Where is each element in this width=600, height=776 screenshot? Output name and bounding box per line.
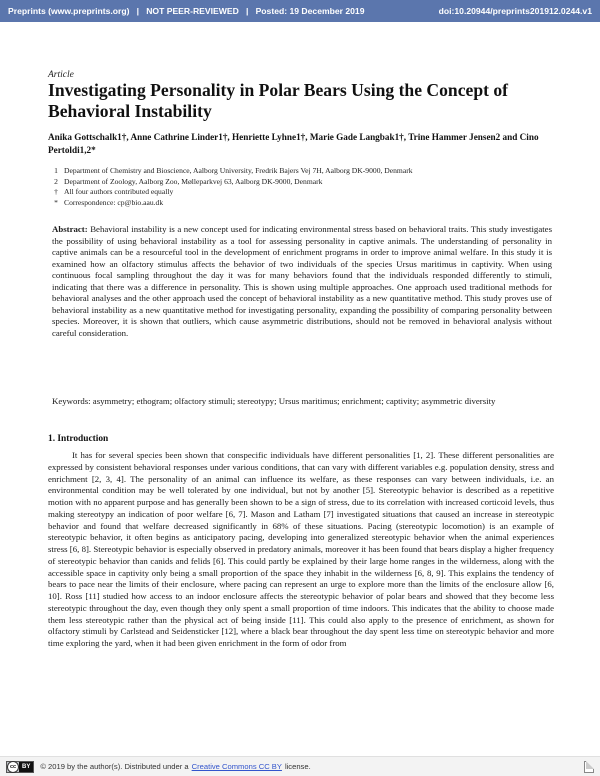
affiliation-line — [48, 187, 558, 198]
correspondence-text: Correspondence: cp@bio.aau.dk — [64, 197, 164, 207]
affiliation-mark: * — [54, 197, 58, 207]
affiliation-text: All four authors contributed equally — [64, 187, 174, 197]
introduction-paragraph: It has for several species been shown that conspecific individuals have different personalities [1, 2]. These different personalities are expressed by consistent behavioral responses under various conditions, that can vary with different variables e.g. population density, stress and enrichment [2, 3, 4]. The personality of an animal can influence its welfare, as these responses can vary between individuals, i.e. an environmental condition may be well tolerated by one individual, but not by another [5]. Stereotypic behavior is described as a repetitive motion with no apparent purpose and has generally been shown to be a sign of stress, due to its correlation with increased corticoid levels, thus making stereotypy an indication of poor welfare [6, 7]. Mason and Latham [7] investigated situations that caused an increase in stereotypic behavior and found that welfare decreased significantly in 68% of these situations. Pacing (stereotypic locomotion) is an example of stereotypic behavior, it often begins as anticipatory pacing, developing into generalized stereotypic behavior when the animal experiences stress [6, 8]. Stereotypic behavior is especially observed in predatory animals, moreover it has been found that bears display a higher frequency of stereotypic behavior than canids and felids [6]. This could partly be explained by their large home ranges in the wilderness, along with the accessible space in captivity only being a small proportion of the space they inhabit in the wilderness [6, 8, 9]. This explains the tendency of bears to pace near the limits of their enclosure, where pacing can represent an urge to explore more than the limits of the enclosure allow [6, 10]. Ross [11] studied how access to an indoor enclosure affects the stereotypic behavior of polar bears and showed that they become less stereotypic throughout the day, even though they only spent a small proportion of time indoors. This indicates that the ability to choose made them less stereotypic rather than the physical act of being inside [11]. This could also apply to the presence of enrichment, as shown for olfactory stimuli by Carlstead and Seidensticker [12], where a black bear throughout the day spent less time on stereotypic behavior and more time exploring the yard, when it had been given enrichment in the form of odor from — [48, 450, 554, 648]
cc-by-label: BY — [19, 762, 33, 772]
license-footer — [0, 756, 600, 776]
header-separator: | — [246, 6, 249, 16]
abstract-label: Abstract: — [52, 224, 88, 234]
affiliations — [48, 166, 558, 208]
affiliation-text: Department of Chemistry and Bioscience, Aalborg University, Fredrik Bajers Vej 7H, Aalborg DK-9000, Denmark — [64, 166, 413, 175]
affiliation-mark: 2 — [54, 176, 58, 186]
affiliation-line — [48, 166, 558, 177]
paper-title: Investigating Personality in Polar Bears Using the Concept of Behavioral Instability — [48, 80, 509, 121]
header-separator: | — [136, 6, 140, 16]
affiliation-line — [48, 198, 558, 209]
affiliation-line — [48, 177, 558, 188]
cc-by-badge-icon — [6, 761, 34, 773]
header-posted-date: Posted: 19 December 2019 — [255, 6, 365, 16]
header-info — [8, 6, 365, 16]
author-list: Anika Gottschalk1†, Anne Cathrine Linder1†, Henriette Lyhne1†, Marie Gade Langbak1†, Trine Hammer Jensen2 and Cino Pertoldi1,2* — [48, 132, 539, 155]
article-type: Article — [48, 70, 74, 80]
preprint-header-bar — [0, 0, 600, 22]
cc-badge-label: cc — [7, 761, 19, 773]
page-corner-icon — [584, 761, 594, 773]
affiliation-mark: † — [54, 187, 58, 197]
abstract-text: Behavioral instability is a new concept used for indicating environmental stress based on behavioral traits. This study investigates the possibility of using behavioral instability as a tool for assessing personality in captive animals. The understanding of personality in captive animals can be a resourceful tool in the development of enrichment programs in order to improve animal welfare. In this study it is examined how an olfactory stimulus affects the behavior of two individuals of the species Ursus maritimus in captivity. When using continuous focal sampling throughout the day it was for many behaviors found that the individuals responded differently to stimuli, indicating that there was a difference in personality. This is shown using multiple approaches. One approach used traditional methods for behavioral analyses and the other approach used the concept of behavioral instability as a new quantitative method. This study proves use of behavioral instability as a new quantitative method for investigating personality, expanding the possibility of comparing personality between species. Moreover, it is shown that outliers, which cause asymmetric distributions, should not be removed in behavioral analysis without careful consideration. — [52, 224, 553, 338]
license-link[interactable]: Creative Commons CC BY — [191, 762, 282, 771]
abstract — [52, 224, 552, 339]
header-review-status: NOT PEER-REVIEWED — [146, 6, 239, 16]
affiliation-mark: 1 — [54, 166, 58, 175]
keywords: Keywords: asymmetry; ethogram; olfactory stimuli; stereotypy; Ursus maritimus; enrichment; captivity; asymmetric diversity — [52, 396, 496, 406]
license-suffix: license. — [284, 762, 311, 771]
doi-link[interactable]: doi:10.20944/preprints201912.0244.v1 — [438, 6, 592, 16]
affiliation-text: Department of Zoology, Aalborg Zoo, Mølleparkvej 63, Aalborg DK-9000, Denmark — [64, 176, 323, 186]
license-statement — [6, 761, 311, 773]
license-prefix: © 2019 by the author(s). Distributed under a — [40, 762, 189, 771]
section-heading-introduction: 1. Introduction — [48, 434, 109, 444]
header-source-link[interactable]: Preprints (www.preprints.org) — [8, 6, 130, 16]
